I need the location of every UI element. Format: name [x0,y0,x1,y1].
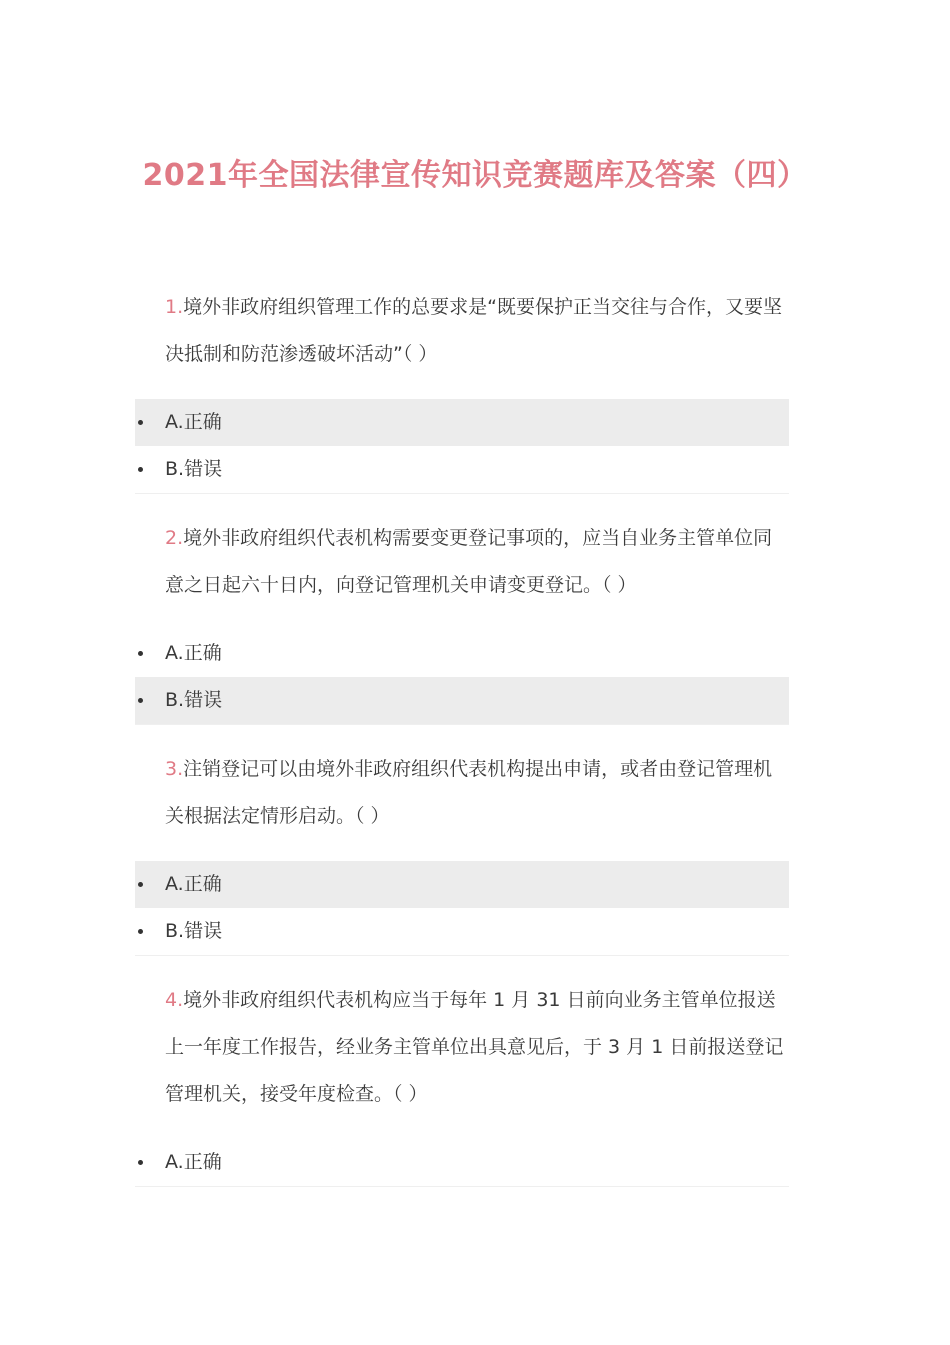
bullet-icon [138,929,143,934]
bullet-icon [138,698,143,703]
option-a[interactable] [135,861,789,908]
question-divider [135,955,789,956]
question-number: 3. [165,758,184,780]
bullet-icon [138,651,143,656]
option-list [135,630,789,724]
option-b[interactable] [135,908,789,955]
option-a[interactable] [135,1139,789,1186]
option-list [135,399,789,493]
option-label: A.正确 [165,873,222,895]
question-body: 境外非政府组织代表机构需要变更登记事项的，应当自业务主管单位同意之日起六十日内，向登记管理机关申请变更登记。（ ） [165,527,773,596]
question-body: 境外非政府组织代表机构应当于每年 1 月 31 日前向业务主管单位报送上一年度工作报告，经业务主管单位出具意见后，于 3 月 1 日前报送登记管理机关，接受年度检查。（ ） [165,989,784,1105]
option-list [135,861,789,955]
option-a[interactable] [135,630,789,677]
question-body: 境外非政府组织管理工作的总要求是“既要保护正当交往与合作，又要坚决抵制和防范渗透破坏活动”（ ） [165,296,782,365]
document-title: 2021年全国法律宣传知识竞赛题库及答案（四） [142,158,808,193]
question-1 [135,284,789,494]
option-label: B.错误 [165,920,223,942]
bullet-icon [138,882,143,887]
question-divider [135,493,789,494]
option-label: B.错误 [165,458,223,480]
option-label: A.正确 [165,1151,222,1173]
question-number: 1. [165,296,184,318]
question-list [135,284,789,1208]
option-b[interactable] [135,677,789,724]
bullet-icon [138,420,143,425]
question-body: 注销登记可以由境外非政府组织代表机构提出申请，或者由登记管理机关根据法定情形启动。（ ） [165,758,773,827]
question-divider [135,1186,789,1187]
option-list [135,1139,789,1186]
option-a[interactable] [135,399,789,446]
bullet-icon [138,467,143,472]
option-label: B.错误 [165,689,223,711]
option-label: A.正确 [165,642,222,664]
question-divider [135,724,789,725]
question-4 [135,977,789,1187]
question-text [135,515,789,609]
question-2 [135,515,789,725]
question-3 [135,746,789,956]
option-label: A.正确 [165,411,222,433]
bullet-icon [138,1160,143,1165]
option-b[interactable] [135,446,789,493]
question-text [135,284,789,378]
question-text [135,977,789,1118]
question-text [135,746,789,840]
question-number: 4. [165,989,184,1011]
question-number: 2. [165,527,184,549]
